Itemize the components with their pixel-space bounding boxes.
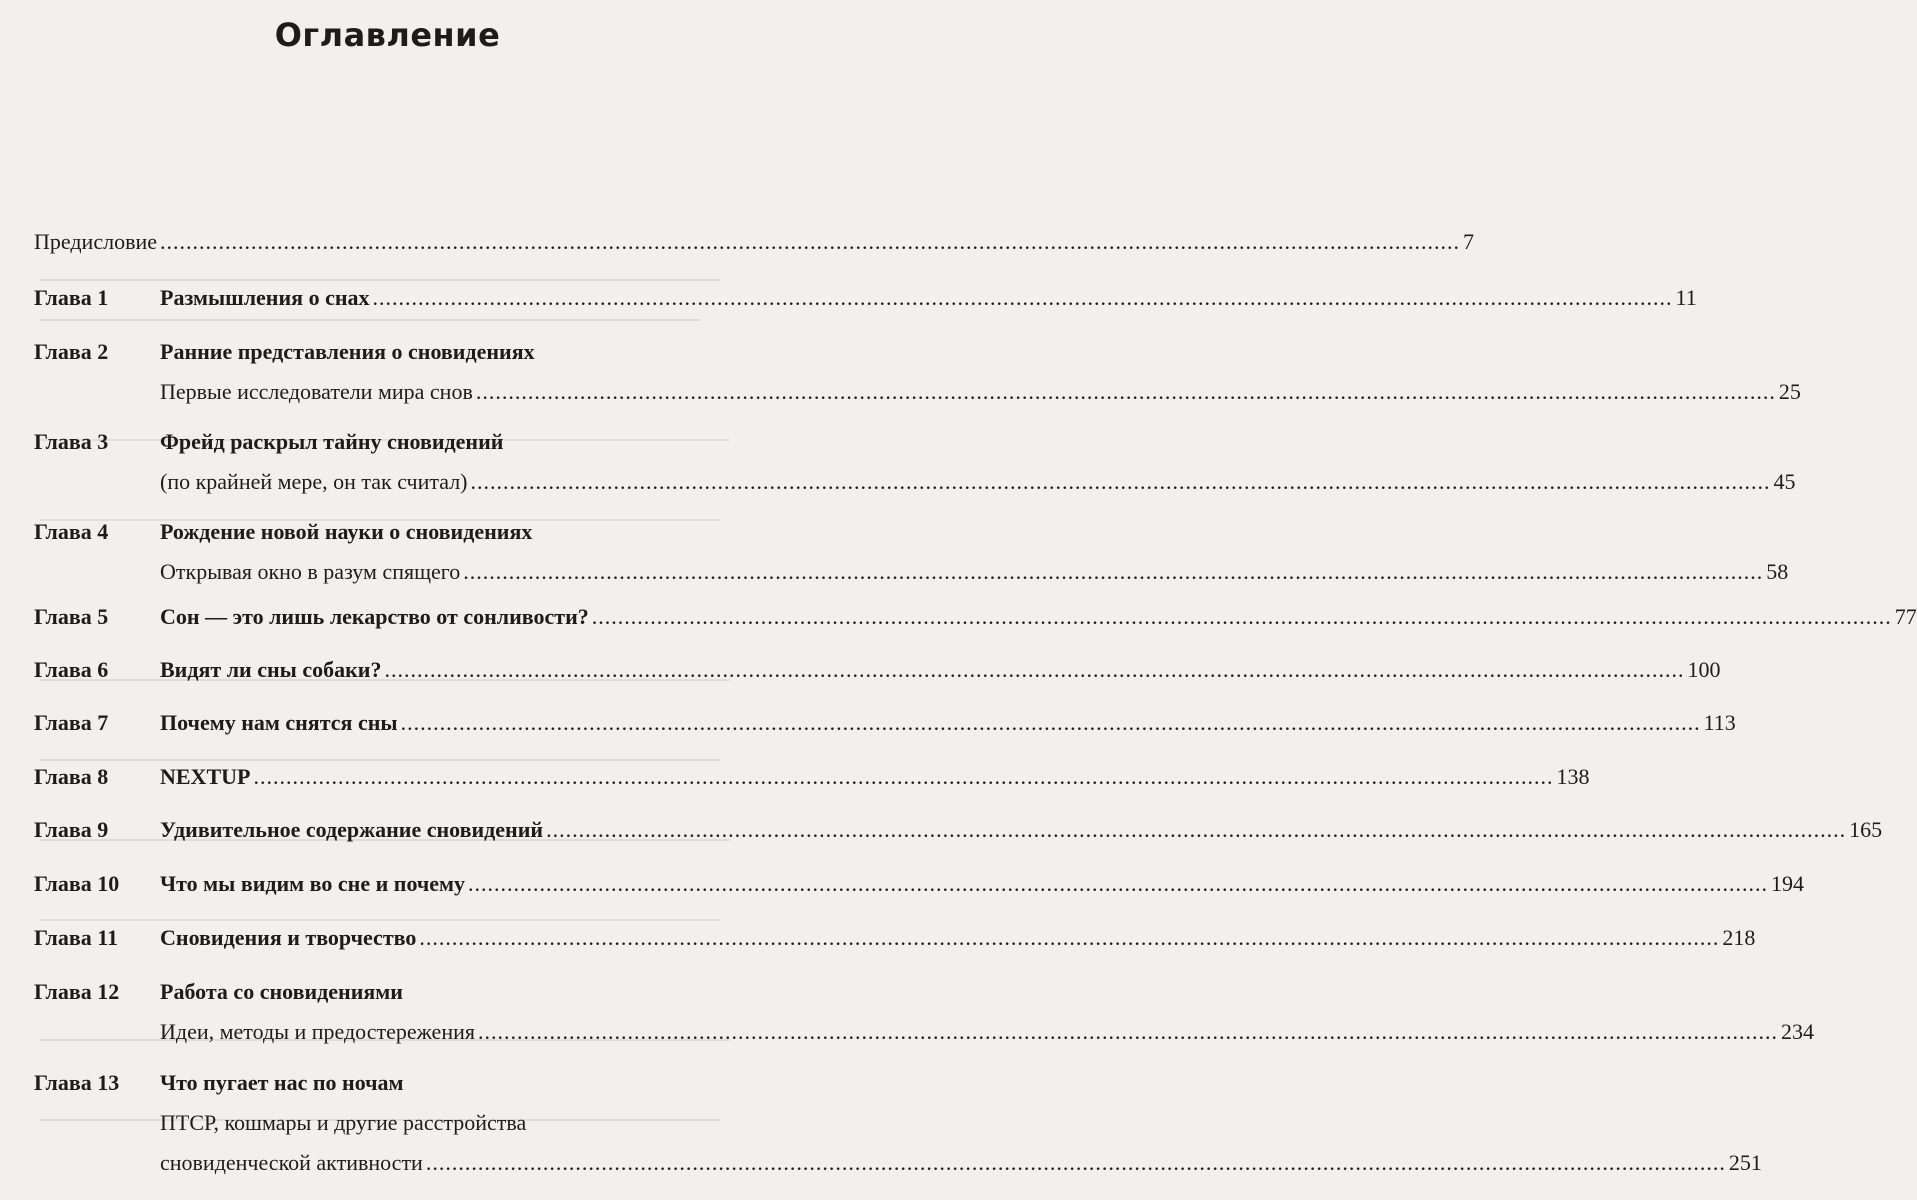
page-number: 45 bbox=[1773, 469, 1796, 494]
dot-leader: ........................................................................................................................................................................................................ bbox=[160, 229, 1460, 254]
chapter-title: Что мы видим во сне и почему bbox=[160, 871, 466, 896]
dot-leader: ........................................................................................................................................................................................................ bbox=[475, 379, 1776, 404]
chapter-title-line bbox=[160, 918, 1756, 958]
chapter-title-line bbox=[160, 650, 1721, 690]
dot-leader: ........................................................................................................................................................................................................ bbox=[470, 469, 1771, 494]
dot-leader: ........................................................................................................................................................................................................ bbox=[253, 764, 1554, 789]
chapter-number: Глава 11 bbox=[34, 925, 119, 950]
chapter-subtitle: ПТСР, кошмары и другие расстройства bbox=[160, 1110, 527, 1135]
chapter-subtitle-line bbox=[160, 372, 1801, 412]
dot-leader: ........................................................................................................................................................................................................ bbox=[372, 285, 1673, 310]
chapter-title-line bbox=[160, 810, 1883, 850]
page-number: 194 bbox=[1771, 871, 1805, 896]
chapter-title-line bbox=[160, 597, 1917, 637]
dot-leader: ........................................................................................................................................................................................................ bbox=[425, 1150, 1726, 1175]
toc-entry-preface[interactable] bbox=[34, 222, 1474, 262]
chapter-subtitle-line bbox=[160, 1012, 1814, 1052]
chapter-title-block bbox=[160, 757, 1590, 797]
chapter-title: Ранние представления о сновидениях bbox=[160, 339, 535, 364]
chapter-title-block bbox=[160, 1063, 1762, 1183]
chapter-title-block bbox=[160, 703, 1736, 743]
page-number: 7 bbox=[1463, 229, 1474, 254]
dot-leader: ........................................................................................................................................................................................................ bbox=[400, 710, 1701, 735]
chapter-title-block bbox=[160, 972, 1814, 1052]
page-number: 113 bbox=[1703, 710, 1736, 735]
chapter-title-line bbox=[160, 278, 1697, 318]
chapter-subtitle: (по крайней мере, он так считал) bbox=[160, 469, 468, 494]
page-number: 138 bbox=[1556, 764, 1590, 789]
page-number: 251 bbox=[1728, 1150, 1762, 1175]
dot-leader: ........................................................................................................................................................................................................ bbox=[477, 1019, 1778, 1044]
chapter-subtitle: сновиденческой активности bbox=[160, 1150, 423, 1175]
page-number: 234 bbox=[1780, 1019, 1814, 1044]
page-number: 77 bbox=[1894, 604, 1917, 629]
chapter-number: Глава 9 bbox=[34, 817, 109, 842]
chapter-title-line bbox=[160, 703, 1736, 743]
chapter-number: Глава 8 bbox=[34, 764, 109, 789]
chapter-title-block bbox=[160, 918, 1756, 958]
chapter-number: Глава 12 bbox=[34, 979, 120, 1004]
dot-leader: ........................................................................................................................................................................................................ bbox=[591, 604, 1892, 629]
chapter-subtitle-line bbox=[160, 552, 1789, 592]
chapter-subtitle: Открывая окно в разум спящего bbox=[160, 559, 461, 584]
chapter-title: Удивительное содержание сновидений bbox=[160, 817, 544, 842]
chapter-title-line bbox=[160, 422, 713, 462]
chapter-title-block bbox=[160, 650, 1721, 690]
chapter-number: Глава 10 bbox=[34, 871, 120, 896]
chapter-number: Глава 4 bbox=[34, 519, 109, 544]
chapter-number: Глава 13 bbox=[34, 1070, 120, 1095]
chapter-title-line bbox=[160, 512, 713, 552]
chapter-title-line bbox=[160, 757, 1590, 797]
chapter-title-block bbox=[160, 864, 1805, 904]
dot-leader: ........................................................................................................................................................................................................ bbox=[468, 871, 1769, 896]
dot-leader: ........................................................................................................................................................................................................ bbox=[463, 559, 1764, 584]
chapter-subtitle-line bbox=[160, 1103, 713, 1143]
chapter-title-block bbox=[160, 332, 1801, 412]
chapter-title-block bbox=[160, 810, 1883, 850]
chapter-number: Глава 3 bbox=[34, 429, 109, 454]
dot-leader: ........................................................................................................................................................................................................ bbox=[419, 925, 1720, 950]
chapter-subtitle: Первые исследователи мира снов bbox=[160, 379, 473, 404]
chapter-title-block bbox=[160, 278, 1697, 318]
chapter-title-line bbox=[160, 1063, 713, 1103]
page-number: 11 bbox=[1675, 285, 1697, 310]
chapter-subtitle-line bbox=[160, 1143, 1762, 1183]
chapter-title: Видят ли сны собаки? bbox=[160, 657, 382, 682]
chapter-number: Глава 1 bbox=[34, 285, 109, 310]
chapter-title-line bbox=[160, 972, 713, 1012]
chapter-title-block bbox=[160, 597, 1917, 637]
chapter-title: Работа со сновидениями bbox=[160, 979, 403, 1004]
dot-leader: ........................................................................................................................................................................................................ bbox=[546, 817, 1847, 842]
chapter-title: NEXTUP bbox=[160, 764, 251, 789]
page-number: 100 bbox=[1687, 657, 1721, 682]
chapter-number: Глава 5 bbox=[34, 604, 109, 629]
page-title: Оглавление bbox=[274, 16, 501, 54]
chapter-title-block bbox=[160, 422, 1796, 502]
page-number: 58 bbox=[1766, 559, 1789, 584]
chapter-number: Глава 2 bbox=[34, 339, 109, 364]
chapter-title: Что пугает нас по ночам bbox=[160, 1070, 404, 1095]
chapter-title: Сон — это лишь лекарство от сонливости? bbox=[160, 604, 589, 629]
page-number: 25 bbox=[1778, 379, 1801, 404]
chapter-title: Размышления о снах bbox=[160, 285, 370, 310]
chapter-title: Фрейд раскрыл тайну сновидений bbox=[160, 429, 504, 454]
chapter-title-block bbox=[160, 512, 1789, 592]
chapter-number: Глава 6 bbox=[34, 657, 109, 682]
chapter-subtitle: Идеи, методы и предостережения bbox=[160, 1019, 475, 1044]
chapter-title: Сновидения и творчество bbox=[160, 925, 417, 950]
dot-leader: ........................................................................................................................................................................................................ bbox=[384, 657, 1685, 682]
page-number: 165 bbox=[1849, 817, 1883, 842]
chapter-title-line bbox=[160, 332, 713, 372]
chapter-number: Глава 7 bbox=[34, 710, 109, 735]
preface-title: Предисловие bbox=[34, 229, 157, 254]
chapter-subtitle-line bbox=[160, 462, 1796, 502]
chapter-title: Рождение новой науки о сновидениях bbox=[160, 519, 533, 544]
chapter-title-line bbox=[160, 864, 1805, 904]
page-number: 218 bbox=[1722, 925, 1756, 950]
chapter-title: Почему нам снятся сны bbox=[160, 710, 398, 735]
